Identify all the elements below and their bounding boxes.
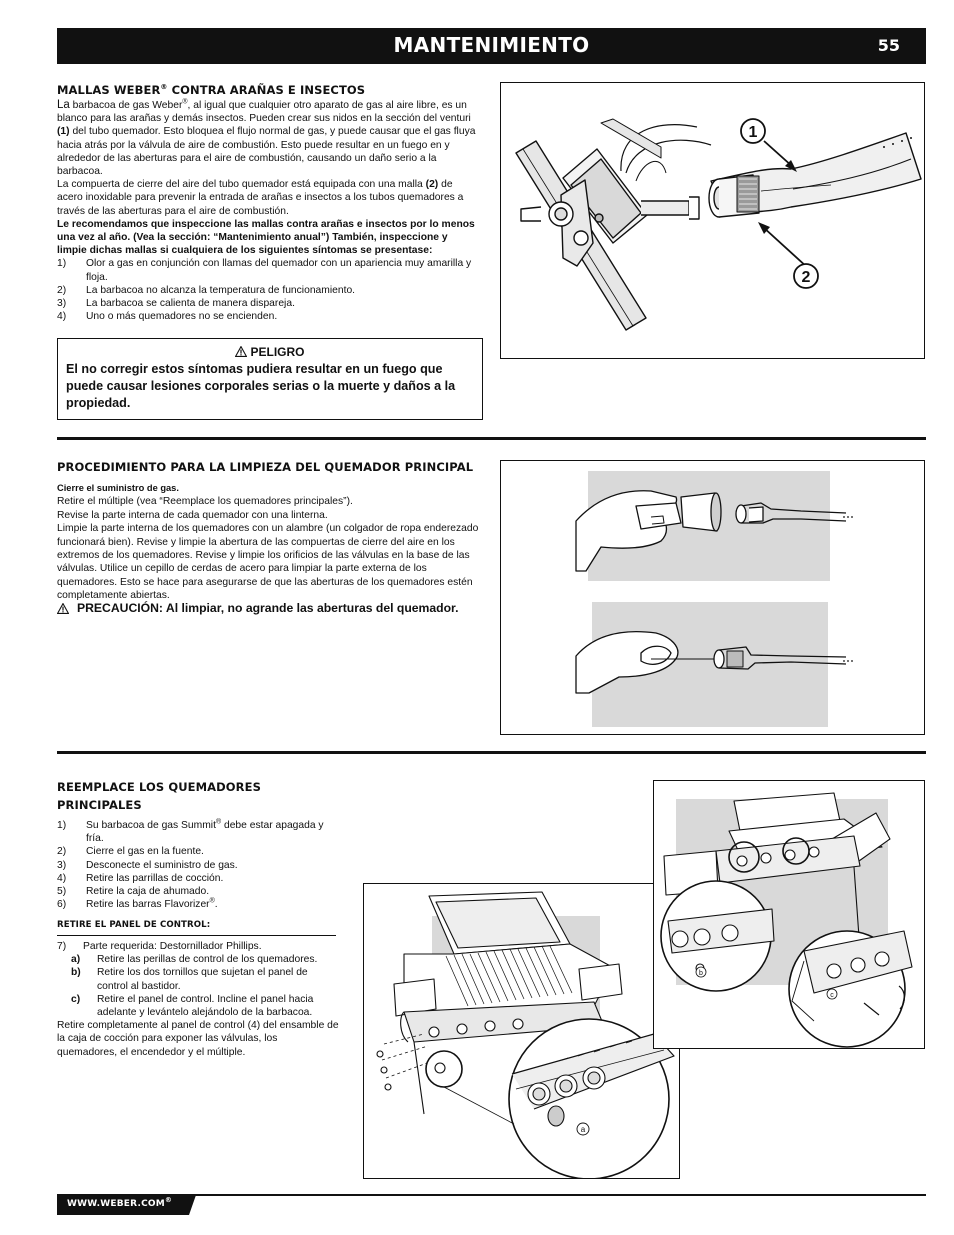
- spider-screens-text: [57, 99, 477, 323]
- label-b: b: [699, 970, 703, 977]
- callout-2: 2: [801, 269, 811, 286]
- caution-note: PRECAUCIÓN: Al limpiar, no agrande las aberturas del quemador.: [57, 600, 467, 617]
- grill-knob-removal-illustration: [363, 883, 680, 1179]
- grill-panel-drawing: [654, 781, 925, 1049]
- footer-tab: [57, 1195, 196, 1215]
- paragraph: Revise la parte interna de cada quemador con una linterna.: [57, 509, 328, 521]
- grill-front-drawing: [364, 884, 680, 1179]
- header-bar: [57, 28, 926, 64]
- list-item: 5) Retire la caja de ahumado.: [57, 886, 210, 898]
- label-c: c: [830, 992, 834, 999]
- danger-heading: PELIGRO: [58, 345, 482, 359]
- paragraph: Limpie la parte interna de los quemadores con un alambre (un colgador de ropa enderezado funcionará bien). Revise y limpie la abertura de las compuertas de cierre del aire en los extremos de los quemadores. Revise y limpie los orificios de las válvulas en la base de las válvulas. Utilice un cepillo de cerdas de acero para limpiar la parte externa de los quemadores. Esto se hace para asegurarse de que las aberturas de los quemadores estén completamente abiertas.: [57, 523, 479, 602]
- paragraph: Retire completamente al panel de control (4) del ensamble de la caja de cocción para exponer las válvulas, los quemadores, el encendedor y el múltiple.: [57, 1020, 339, 1058]
- subsection-rule: [57, 935, 336, 936]
- danger-box: [57, 338, 483, 420]
- list-item: 1) Olor a gas en conjunción con llamas del quemador con un apariencia muy amarilla y floja.: [57, 258, 472, 283]
- list-item: 2) La barbacoa no alcanza la temperatura de funcionamiento.: [57, 284, 356, 296]
- list-item: 4) Uno o más quemadores no se encienden.: [57, 311, 278, 323]
- warning-icon: [235, 346, 247, 357]
- list-item: b) Retire los dos tornillos que sujetan el panel de control al bastidor.: [71, 967, 308, 992]
- control-panel-steps: [57, 940, 339, 1059]
- list-item: 3) Desconecte el suministro de gas.: [57, 859, 238, 871]
- subsection-heading: RETIRE EL PANEL DE CONTROL:: [57, 920, 211, 930]
- footer-url[interactable]: WWW.WEBER.COM®: [67, 1196, 173, 1209]
- section-title-replace-burners: REEMPLACE LOS QUEMADORES PRINCIPALES: [57, 780, 261, 812]
- step7-list: [57, 940, 339, 953]
- callout-1: 1: [748, 124, 758, 141]
- danger-text: El no corregir estos síntomas pudiera resultar en un fuego que puede causar lesiones corporales serias o la muerte y daños a la propiedad.: [66, 362, 456, 410]
- paragraph: La compuerta de cierre del aire del tubo quemador está equipada con una malla (2) de acero inoxidable para prevenir la entrada de arañas e insectos a los tubos quemadores a través de las aberturas para el aire de combustión.: [57, 179, 464, 217]
- list-item: 4) Retire las parrillas de cocción.: [57, 872, 224, 884]
- steps-list: [57, 819, 339, 911]
- label-a: a: [580, 1125, 586, 1134]
- list-item: a) Retire las perillas de control de los quemadores.: [71, 954, 318, 966]
- paragraph-bold: Le recomendamos que inspeccione las mallas contra arañas e insectos por lo menos una vez al año. (Vea la sección: “Mantenimiento anual”) También, inspeccione y limpie dichas mallas si cualquiera de los siguientes síntomas se presentase:: [57, 218, 475, 257]
- list-item: 7) Parte requerida: Destornillador Phillips.: [57, 941, 262, 952]
- list-item: 3) La barbacoa se calienta de manera dispareja.: [57, 298, 295, 310]
- symptoms-list: [57, 257, 477, 323]
- list-item: 6) Retire las barras Flavorizer®.: [57, 897, 218, 911]
- spider-screen-illustration: [500, 82, 925, 359]
- paragraph: La barbacoa de gas Weber®, al igual que cualquier otro aparato de gas al aire libre, es un blanco para las arañas y demás insectos. Pueden crear sus nidos en la sección del venturi (1) del tubo quemador. Esto bloquea el flujo normal de gas, y puede causar que el gas fluya hacia atrás por la válvula de aire de combustión. Esto puede resultar en un fuego en y alrededor de las aberturas para el aire de combustión, causando un daño serio a la barbacoa.: [57, 98, 476, 178]
- warning-icon: [57, 603, 69, 614]
- section-divider: [57, 751, 926, 754]
- paragraph: Retire el múltiple (vea “Reemplace los quemadores principales”).: [57, 496, 353, 508]
- paragraph-bold: Cierre el suministro de gas.: [57, 483, 179, 493]
- replace-burners-steps: [57, 819, 339, 911]
- list-item: 2) Cierre el gas en la fuente.: [57, 846, 204, 858]
- substeps-list: [57, 953, 339, 1019]
- burner-cleaning-text: [57, 482, 481, 603]
- page-title: MANTENIMIENTO: [393, 33, 590, 57]
- list-item: 1) Su barbacoa de gas Summit® debe estar apagada y fría.: [57, 818, 324, 845]
- section-title-spider-screens: MALLAS WEBER® CONTRA ARAÑAS E INSECTOS: [57, 83, 366, 97]
- page-number: 55: [877, 36, 900, 55]
- section-divider: [57, 437, 926, 440]
- control-panel-removal-illustration: [653, 780, 925, 1049]
- list-item: c) Retire el panel de control. Incline el panel hacia adelante y levántelo alejándolo de la barbacoa.: [71, 993, 314, 1019]
- burner-venturi-drawing: [501, 83, 925, 359]
- section-title-burner-cleaning: PROCEDIMIENTO PARA LA LIMPIEZA DEL QUEMADOR PRINCIPAL: [57, 460, 474, 474]
- burner-cleaning-illustration: [500, 460, 925, 735]
- cleaning-drawing: [501, 461, 925, 735]
